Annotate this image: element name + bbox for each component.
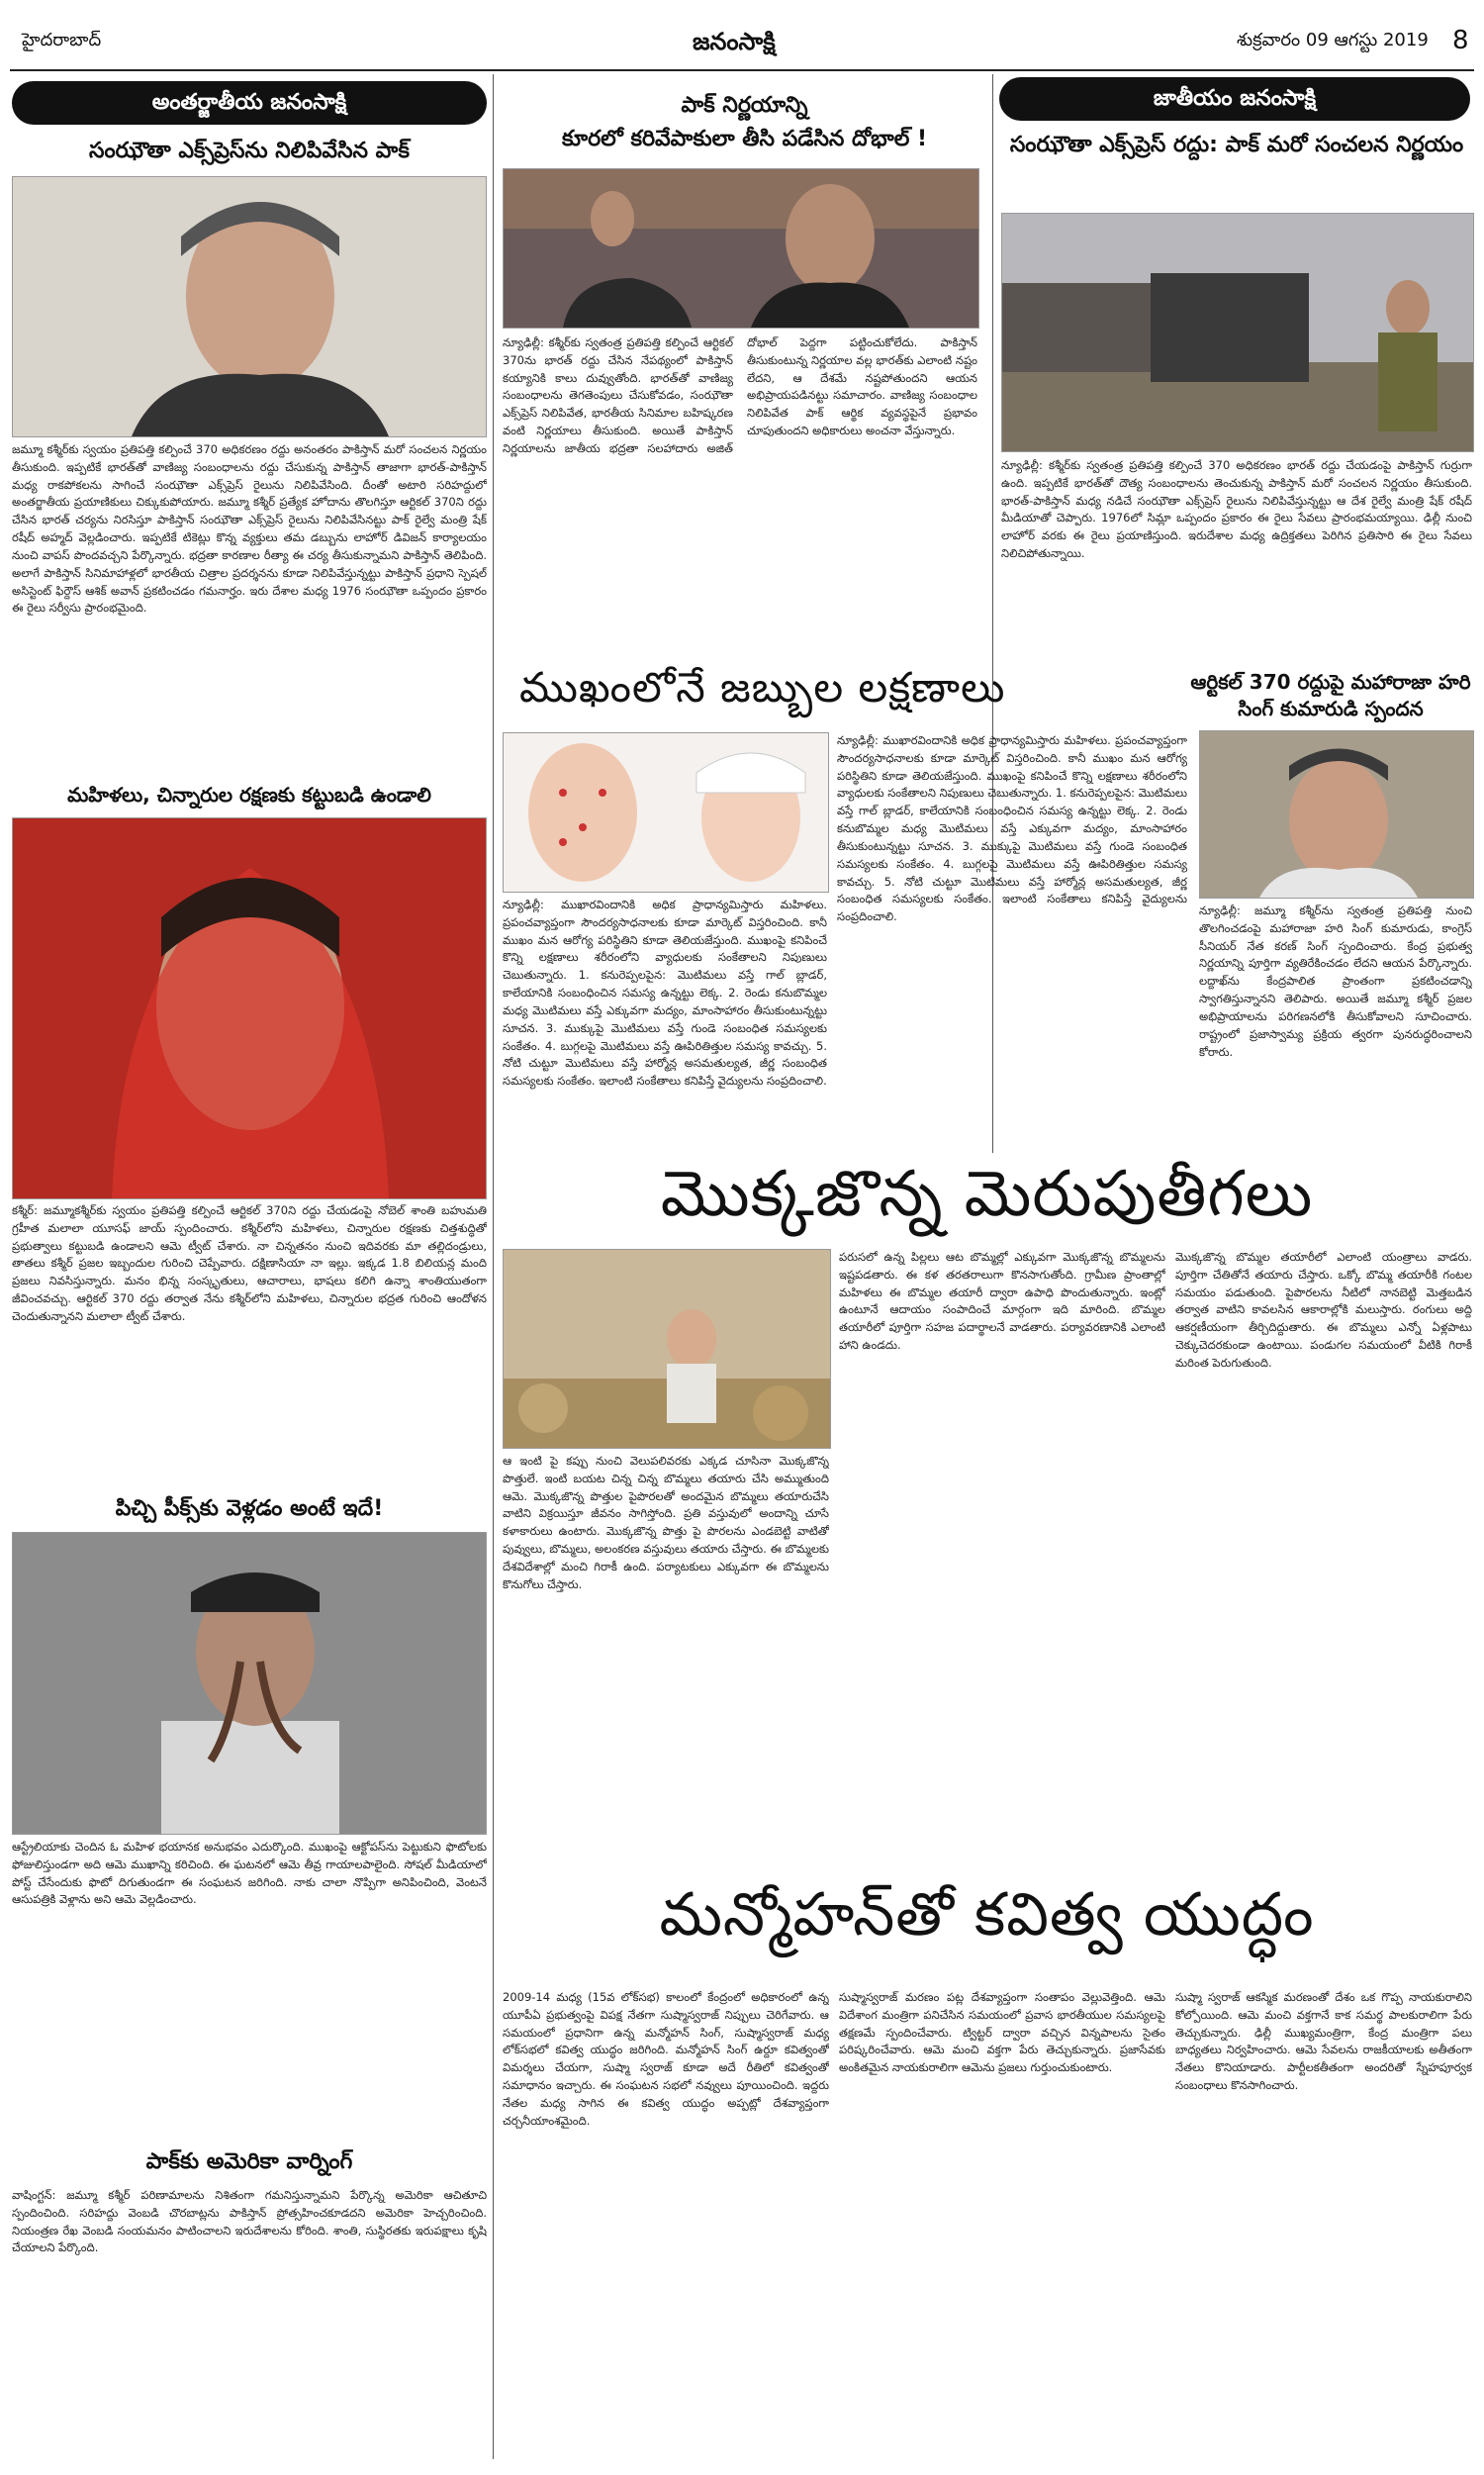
article-body-poetry-war: 2009-14 మధ్య (15వ లోక్‌సభ) కాలంలో కేంద్రంలో అధికారంలో ఉన్న యూపీఏ ప్రభుత్వంపై విపక్ష నేతగా సుష్మాస్వరాజ్‌ నిప్పులు చెరిగేవారు. ఆ సమయంలో ప్రధానిగా ఉన్న మన్మోహన్‌ సింగ్‌, సుష్మాస్వరాజ్‌ మధ్య లోక్‌సభలో కవిత్వ యుద్ధం జరిగింది. మన్మోహన్‌ సింగ్‌ ఉర్దూ కవిత్వంతో విమర్శలు చేయగా, సుష్మా స్వరాజ్‌ కూడా అదే రీతిలో కవిత్వంతో సమాధానం ఇచ్చారు. ఈ సంఘటన సభలో నవ్వులు పూయించింది. ఇద్దరు నేతల మధ్య సాగిన ఈ కవిత్వ యుద్ధం అప్పట్లో దేశవ్యాప్తంగా చర్చనీయాంశమైంది. [503, 1990, 829, 2128]
article-body-corn-dolls-3: మొక్కజొన్న బొమ్మల తయారీలో ఎలాంటి యంత్రాలు వాడరు. పూర్తిగా చేతితోనే తయారు చేస్తారు. ఒక్కో బొమ్మ తయారీకి గంటల సమయం పడుతుంది. పైపొరలను నీటిలో నానబెట్టి మెత్తబడిన తర్వాత వాటిని కావలసిన ఆకారాల్లోకి మలుస్తారు. రంగులు అద్ది ఆకర్షణీయంగా తీర్చిదిద్దుతారు. ఈ బొమ్మలు ఎన్నో ఏళ్లపాటు చెక్కుచెదరకుండా ఉంటాయి. పండుగల సమయంలో వీటికి గిరాకీ మరింత పెరుగుతుంది. [1175, 1250, 1472, 1370]
newspaper-logo: జనంసాక్షి [693, 28, 776, 55]
article-headline-malala: మహిళలు, చిన్నారుల రక్షణకు కట్టుబడి ఉండాలి [67, 783, 431, 807]
face-illustration [504, 733, 828, 892]
article-photo-karan-singh [1199, 730, 1474, 899]
header-date: శుక్రవారం 09 ఆగస్టు 2019 [1237, 30, 1429, 50]
column-divider-left [493, 74, 494, 2459]
article-body-us-warning: వాషింగ్టన్‌: జమ్మూ కశ్మీర్‌ పరిణామాలను నిశితంగా గమనిస్తున్నామని పేర్కొన్న అమెరికా ఆచితూచి స్పందించింది. సరిహద్దు వెంబడి చొరబాట్లను పాకిస్తాన్‌ ప్రోత్సహించకూడదని అమెరికా హెచ్చరించింది. నియంత్రణ రేఖ వెంబడి సంయమనం పాటించాలని ఇరుదేశాలను కోరింది. శాంతి, సుస్థిరతకు ఇరుపక్షాలు కృషి చేయాలని పేర్కొంది. [12, 2188, 487, 2255]
article-body-face-symptoms-cont [837, 732, 1187, 1148]
section-banner-international: అంతర్జాతీయ జనంసాక్షి [12, 81, 487, 125]
page-number: 8 [1452, 26, 1469, 55]
article-body-malala: కశ్మీర్‌: జమ్మూకశ్మీర్‌కు స్వయం ప్రతిపత్తి కల్పించే ఆర్టికల్‌ 370ని రద్దు చేయడంపై నోబెల్‌ శాంతి బహుమతి గ్రహీత మలాలా యూసఫ్‌ జాయ్‌ స్పందించారు. కశ్మీర్‌లోని మహిళలు, చిన్నారుల రక్షణకు చిత్తశుద్ధితో ప్రభుత్వాలు కట్టుబడి ఉండాలని ఆమె ట్వీట్‌ చేశారు. నా చిన్నతనం నుంచి ఇదివరకు మా తల్లిదండ్రులు, తాతలు కశ్మీర్‌ ప్రజల ఇబ్బందుల గురించి చెప్పేవారు. దక్షిణాసియా నా ఇల్లు. ఇక్కడ 1.8 బిలియన్ల మంది ప్రజలు నివసిస్తున్నారు. మనం భిన్న సంస్కృతులు, ఆచారాలు, భాషలు కలిగి ఉన్నా శాంతియుతంగా జీవించవచ్చు. ఆర్టికల్‌ 370 రద్దు తర్వాత నేను కశ్మీర్‌లోని మహిళలు, చిన్నారుల భద్రత గురించి ఆందోళన చెందుతున్నానని మలాలా ట్వీట్‌ చేశారు. [12, 1203, 487, 1323]
article-headline-karan-singh: ఆర్టికల్‌ 370 రద్దుపై మహారాజా హరి సింగ్‌ కుమారుడి స్పందన [1190, 670, 1471, 720]
portrait-illustration-octopus [13, 1533, 486, 1834]
article-headline-corn-dolls: మొక్కజొన్న మెరుపుతీగలు [660, 1158, 1314, 1231]
article-body-doval: న్యూఢిల్లీ: కశ్మీర్‌కు స్వతంత్ర ప్రతిపత్తి కల్పించే ఆర్టికల్‌ 370ను భారత్‌ రద్దు చేసిన నేపథ్యంలో పాకిస్తాన్‌ కయ్యానికి కాలు దువ్వుతోంది. భారత్‌తో వాణిజ్య సంబంధాలను తెగతెంపులు చేసుకోవడం, సంఝౌతా ఎక్స్‌ప్రెస్‌ నిలిపివేత, భారతీయ సినిమాల బహిష్కరణ వంటి నిర్ణయాలు తీసుకుంది. అయితే పాకిస్తాన్‌ నిర్ణయాలను జాతీయ భద్రతా సలహాదారు అజిత్‌ దోభాల్‌ పెద్దగా పట్టించుకోలేదు. పాకిస్తాన్‌ తీసుకుంటున్న నిర్ణయాల వల్ల భారత్‌కు ఎలాంటి నష్టం లేదని, ఆ దేశమే నష్టపోతుందని ఆయన అభిప్రాయపడినట్టు సమాచారం. వాణిజ్య సంబంధాల నిలిపివేత పాక్‌ ఆర్థిక వ్యవస్థపైనే ప్రభావం చూపుతుందని అధికారులు అంచనా వేస్తున్నారు. [503, 335, 977, 455]
article-photo-octopus-woman [12, 1532, 487, 1835]
article-body-corn-dolls-2: పరుసలో ఉన్న పిల్లలు ఆట బొమ్మల్లో ఎక్కువగా మొక్కజొన్న బొమ్మలను ఇష్టపడతారు. ఈ కళ తరతరాలుగా కొనసాగుతోంది. గ్రామీణ ప్రాంతాల్లో మహిళలు ఈ బొమ్మల తయారీ ద్వారా ఉపాధి పొందుతున్నారు. ఇంట్లో ఉంటూనే ఆదాయం సంపాదించే మార్గంగా ఇది మారింది. బొమ్మల తయారీలో పూర్తిగా సహజ పదార్థాలనే వాడతారు. పర్యావరణానికి ఎలాంటి హాని ఉండదు. [839, 1250, 1165, 1353]
article-headline-face-symptoms: ముఖంలోనే జబ్బుల లక్షణాలు [519, 663, 1006, 712]
article-headline-doval-line1: పాక్‌ నిర్ణయాన్ని [681, 93, 808, 118]
section-banner-national: జాతీయం జనంసాక్షి [999, 77, 1470, 121]
article-headline-octopus: పిచ్చి పీక్స్‌కు వెళ్లడం అంటే ఇదే! [115, 1496, 384, 1521]
portrait-illustration-doval [504, 169, 978, 328]
article-body-poetry-war-2: సుష్మాస్వరాజ్‌ మరణం పట్ల దేశవ్యాప్తంగా సంతాపం వెల్లువెత్తింది. ఆమె విదేశాంగ మంత్రిగా పనిచేసిన సమయంలో ప్రవాస భారతీయుల సమస్యలపై తక్షణమే స్పందించేవారు. ట్విట్టర్‌ ద్వారా వచ్చిన విన్నపాలను సైతం పరిష్కరించేవారు. ఆమె మంచి వక్తగా పేరు తెచ్చుకున్నారు. ప్రజాసేవకు అంకితమైన నాయకురాలిగా ఆమెను ప్రజలు గుర్తుంచుకుంటారు. [839, 1990, 1165, 2075]
article-body-face-symptoms-cont-text: న్యూఢిల్లీ: ముఖారవిందానికి అధిక ప్రాధాన్యమిస్తారు మహిళలు. ప్రపంచవ్యాప్తంగా సౌందర్యసాధనాలకు కూడా మార్కెట్‌ విస్తరించింది. కానీ ముఖం మన ఆరోగ్య పరిస్థితిని కూడా తెలియజేస్తుంది. ముఖంపై కనిపించే కొన్ని లక్షణాలు శరీరంలోని వ్యాధులకు సంకేతాలని నిపుణులు చెబుతున్నారు. 1. కనురెప్పలపైన: మొటిమలు వస్తే గాల్‌ బ్లాడర్‌, కాలేయానికి సంబంధించిన సమస్య ఉన్నట్టు లెక్క. 2. రెండు కనుబొమ్మల మధ్య మొటిమలు వస్తే ఎక్కువగా మద్యం, మాంసాహారం తీసుకుంటున్నట్టు సూచన. 3. ముక్కుపై మొటిమలు వస్తే గుండె సంబంధిత సమస్యలకు సంకేతం. 4. బుగ్గలపై మొటిమలు వస్తే ఊపిరితిత్తుల సమస్య కావచ్చు. 5. నోటి చుట్టూ మొటిమలు వస్తే హార్మోన్ల అసమతుల్యత, జీర్ణ సంబంధిత సమస్యలకు సంకేతం. ఇలాంటి సంకేతాలు కనిపిస్తే వైద్యులను సంప్రదించాలి. [837, 733, 1187, 924]
article-photo-imran-khan [12, 176, 487, 437]
header-city: హైదరాబాద్ [22, 30, 102, 50]
article-headline-us-warning: పాక్‌కు అమెరికా వార్నింగ్‌ [145, 2149, 353, 2174]
article-body-octopus: ఆస్ట్రేలియాకు చెందిన ఓ మహిళ భయానక అనుభవం ఎదుర్కొంది. ముఖంపై ఆక్టోపస్‌ను పెట్టుకుని ఫొటోలకు ఫోజులిస్తుండగా అది ఆమె ముఖాన్ని కరిచింది. ఈ ఘటనలో ఆమె తీవ్ర గాయాలపాలైంది. సోషల్‌ మీడియాలో పోస్ట్‌ చేసేందుకు ఫొటో దిగుతుండగా ఈ సంఘటన జరిగింది. నాకు చాలా నొప్పిగా అనిపించింది, వెంటనే ఆసుపత్రికి వెళ్లాను అని ఆమె వెల్లడించారు. [12, 1840, 487, 1907]
train-illustration [1002, 214, 1473, 451]
article-body-samjhauta-cancel: న్యూఢిల్లీ: కశ్మీర్‌కు స్వతంత్ర ప్రతిపత్తి కల్పించే 370 అధికరణం భారత్‌ రద్దు చేయడంపై పాకిస్తాన్‌ గుర్రుగా ఉంది. ఇప్పటికే భారత్‌తో దౌత్య సంబంధాలను తెంచుకున్న పాకిస్తాన్‌ మరో సంచలన నిర్ణయం తీసుకుంది. భారత్‌-పాకిస్తాన్‌ మధ్య నడిచే సంఝౌతా ఎక్స్‌ప్రెస్‌ రైలును నిలిపివేస్తున్నట్టు ఆ దేశ రైల్వే మంత్రి షేక్‌ రషీద్‌ మీడియాతో చెప్పారు. 1976లో సిమ్లా ఒప్పందం ప్రకారం ఈ రైలు సేవలు ప్రారంభమయ్యాయి. ఢిల్లీ నుంచి లాహోర్‌ వరకు ఈ రైలు ప్రయాణిస్తుంది. ఇరుదేశాల మధ్య ఉద్రిక్తతలు పెరిగిన ప్రతిసారి ఈ రైలు సేవలు నిలిచిపోతున్నాయి. [1001, 458, 1472, 561]
article-body-face-symptoms: న్యూఢిల్లీ: ముఖారవిందానికి అధిక ప్రాధాన్యమిస్తారు మహిళలు. ప్రపంచవ్యాప్తంగా సౌందర్యసాధనాలకు కూడా మార్కెట్‌ విస్తరించింది. కానీ ముఖం మన ఆరోగ్య పరిస్థితిని కూడా తెలియజేస్తుంది. ముఖంపై కనిపించే కొన్ని లక్షణాలు శరీరంలోని వ్యాధులకు సంకేతాలని నిపుణులు చెబుతున్నారు. 1. కనురెప్పలపైన: మొటిమలు వస్తే గాల్‌ బ్లాడర్‌, కాలేయానికి సంబంధించిన సమస్య ఉన్నట్టు లెక్క. 2. రెండు కనుబొమ్మల మధ్య మొటిమలు వస్తే ఎక్కువగా మద్యం, మాంసాహారం తీసుకుంటున్నట్టు సూచన. 3. ముక్కుపై మొటిమలు వస్తే గుండె సంబంధిత సమస్యలకు సంకేతం. 4. బుగ్గలపై మొటిమలు వస్తే ఊపిరితిత్తుల సమస్య కావచ్చు. 5. నోటి చుట్టూ మొటిమలు వస్తే హార్మోన్ల అసమతుల్యత, జీర్ణ సంబంధిత సమస్యలకు సంకేతం. ఇలాంటి సంకేతాలు కనిపిస్తే వైద్యులను సంప్రదించాలి. [503, 898, 827, 1089]
article-body-poetry-war-3: సుష్మా స్వరాజ్‌ ఆకస్మిక మరణంతో దేశం ఒక గొప్ప నాయకురాలిని కోల్పోయింది. ఆమె మంచి వక్తగానే కాక సమర్థ పాలకురాలిగా పేరు తెచ్చుకున్నారు. ఢిల్లీ ముఖ్యమంత్రిగా, కేంద్ర మంత్రిగా పలు బాధ్యతలు నిర్వహించారు. ఆమె సేవలను రాజకీయాలకు అతీతంగా నేతలు కొనియాడారు. పార్టీలకతీతంగా అందరితో స్నేహపూర్వక సంబంధాలు కొనసాగించారు. [1175, 1990, 1472, 2093]
article-headline-samjhauta-halt: సంఝౌతా ఎక్స్‌ప్రెస్‌ను నిలిపివేసిన పాక్ [89, 139, 410, 163]
article-body-karan-singh: న్యూఢిల్లీ: జమ్మూ కశ్మీర్‌ను స్వతంత్ర ప్రతిపత్తి నుంచి తొలగించడంపై మహారాజా హరి సింగ్‌ కుమారుడు, కాంగ్రెస్‌ సీనియర్‌ నేత కరణ్‌ సింగ్‌ స్పందించారు. కేంద్ర ప్రభుత్వ నిర్ణయాన్ని పూర్తిగా వ్యతిరేకించడం లేదని ఆయన పేర్కొన్నారు. లద్దాఖ్‌ను కేంద్రపాలిత ప్రాంతంగా ప్రకటించడాన్ని స్వాగతిస్తున్నానని తెలిపారు. అయితే జమ్మూ కశ్మీర్‌ ప్రజల అభిప్రాయాలను పరిగణనలోకి తీసుకోవాలని సూచించారు. రాష్ట్రంలో ప్రజాస్వామ్య ప్రక్రియ త్వరగా పునరుద్ధరించాలని కోరారు. [1199, 904, 1472, 1059]
article-body-samjhauta-halt: జమ్మూ కశ్మీర్‌కు స్వయం ప్రతిపత్తి కల్పించే 370 అధికరణం రద్దు అనంతరం పాకిస్తాన్‌ మరో సంచలన నిర్ణయం తీసుకుంది. ఇప్పటికే భారత్‌తో వాణిజ్య సంబంధాలను రద్దు చేసుకున్న పాకిస్తాన్‌ తాజాగా భారత్‌-పాకిస్తాన్‌ మధ్య రాకపోకలను సాగించే సంఝౌతా ఎక్స్‌ప్రెస్‌ రైలును నిలిపివేసింది. దీంతో అటారి సరిహద్దులో అంతర్జాతీయ ప్రయాణికులు చిక్కుకుపోయారు. జమ్మూ కశ్మీర్‌ ప్రత్యేక హోదాను తొలగిస్తూ ఆర్టికల్‌ 370ని రద్దు చేసిన భారత్‌ చర్యను నిరసిస్తూ పాకిస్తాన్‌ సంఝౌతా ఎక్స్‌ప్రెస్‌ రైలును నిలిపివేసినట్టు పాక్‌ రైల్వే మంత్రి షేక్‌ రషీద్‌ అహ్మద్‌ వెల్లడించారు. ఇప్పటికే టికెట్లు కొన్న వ్యక్తులు తమ డబ్బును లాహోర్‌ డివిజన్‌ కార్యాలయం నుంచి వాపస్‌ పొందవచ్చని పేర్కొన్నారు. భద్రతా కారణాల రీత్యా ఈ చర్య తీసుకున్నామని పాకిస్తాన్‌ తెలిపింది. అలాగే పాకిస్తాన్‌ సినిమాహాళ్లలో భారతీయ చిత్రాల ప్రదర్శనను కూడా నిలిపివేస్తున్నట్టు పాకిస్తాన్‌ ప్రధాని స్పెషల్‌ అసిస్టెంట్‌ ఫిర్దౌస్‌ ఆశిక్‌ అవాన్‌ ప్రకటించడం గమనార్హం. ఇరు దేశాల మధ్య 1976 సంఝౌతా ఒప్పందం ప్రకారం ఈ రైలు సర్వీసు ప్రారంభమైంది. [12, 442, 487, 616]
article-headline-poetry-war: మన్మోహన్‌తో కవిత్వ యుద్ధం [659, 1880, 1315, 1950]
article-headline-samjhauta-cancel: సంఝౌతా ఎక్స్‌ప్రెస్‌ రద్దు: పాక్‌ మరో సంచలన నిర్ణయం [1009, 133, 1464, 157]
corn-dolls-illustration [504, 1250, 830, 1448]
article-photo-malala [12, 817, 487, 1199]
article-photo-corn-dolls [503, 1249, 831, 1449]
portrait-illustration [13, 177, 486, 436]
article-photo-face-symptoms [503, 732, 829, 893]
article-photo-doval [503, 168, 979, 329]
article-headline-doval-line2: కూరలో కరివేపాకులా తీసి పడేసిన దోభాల్‌ ! [561, 127, 928, 151]
header-rule [10, 69, 1474, 71]
portrait-illustration-malala [13, 818, 486, 1198]
article-body-corn-dolls: ఆ ఇంటి పై కప్పు నుంచి వెలుపలివరకు ఎక్కడ చూసినా మొక్కజొన్న పొత్తులే. ఇంటి బయట చిన్న చిన్న బొమ్మలు తయారు చేసి అమ్ముతుంది ఆమె. మొక్కజొన్న పొత్తుల పైపొరలతో అందమైన బొమ్మలు తయారుచేసి వాటిని విక్రయిస్తూ జీవనం సాగిస్తోంది. ప్రతి వస్తువులో అందాన్ని చూసే కళాకారులు ఉంటారు. మొక్కజొన్న పొత్తు పై పొరలను ఎండబెట్టి వాటితో పువ్వులు, బొమ్మలు, అలంకరణ వస్తువులు తయారు చేస్తారు. ఈ బొమ్మలకు దేశవిదేశాల్లో మంచి గిరాకీ ఉంది. పర్యాటకులు ఎక్కువగా ఈ బొమ్మలను కొనుగోలు చేస్తారు. [503, 1454, 829, 1591]
portrait-illustration-karan-singh [1200, 731, 1473, 898]
article-photo-train [1001, 213, 1474, 452]
